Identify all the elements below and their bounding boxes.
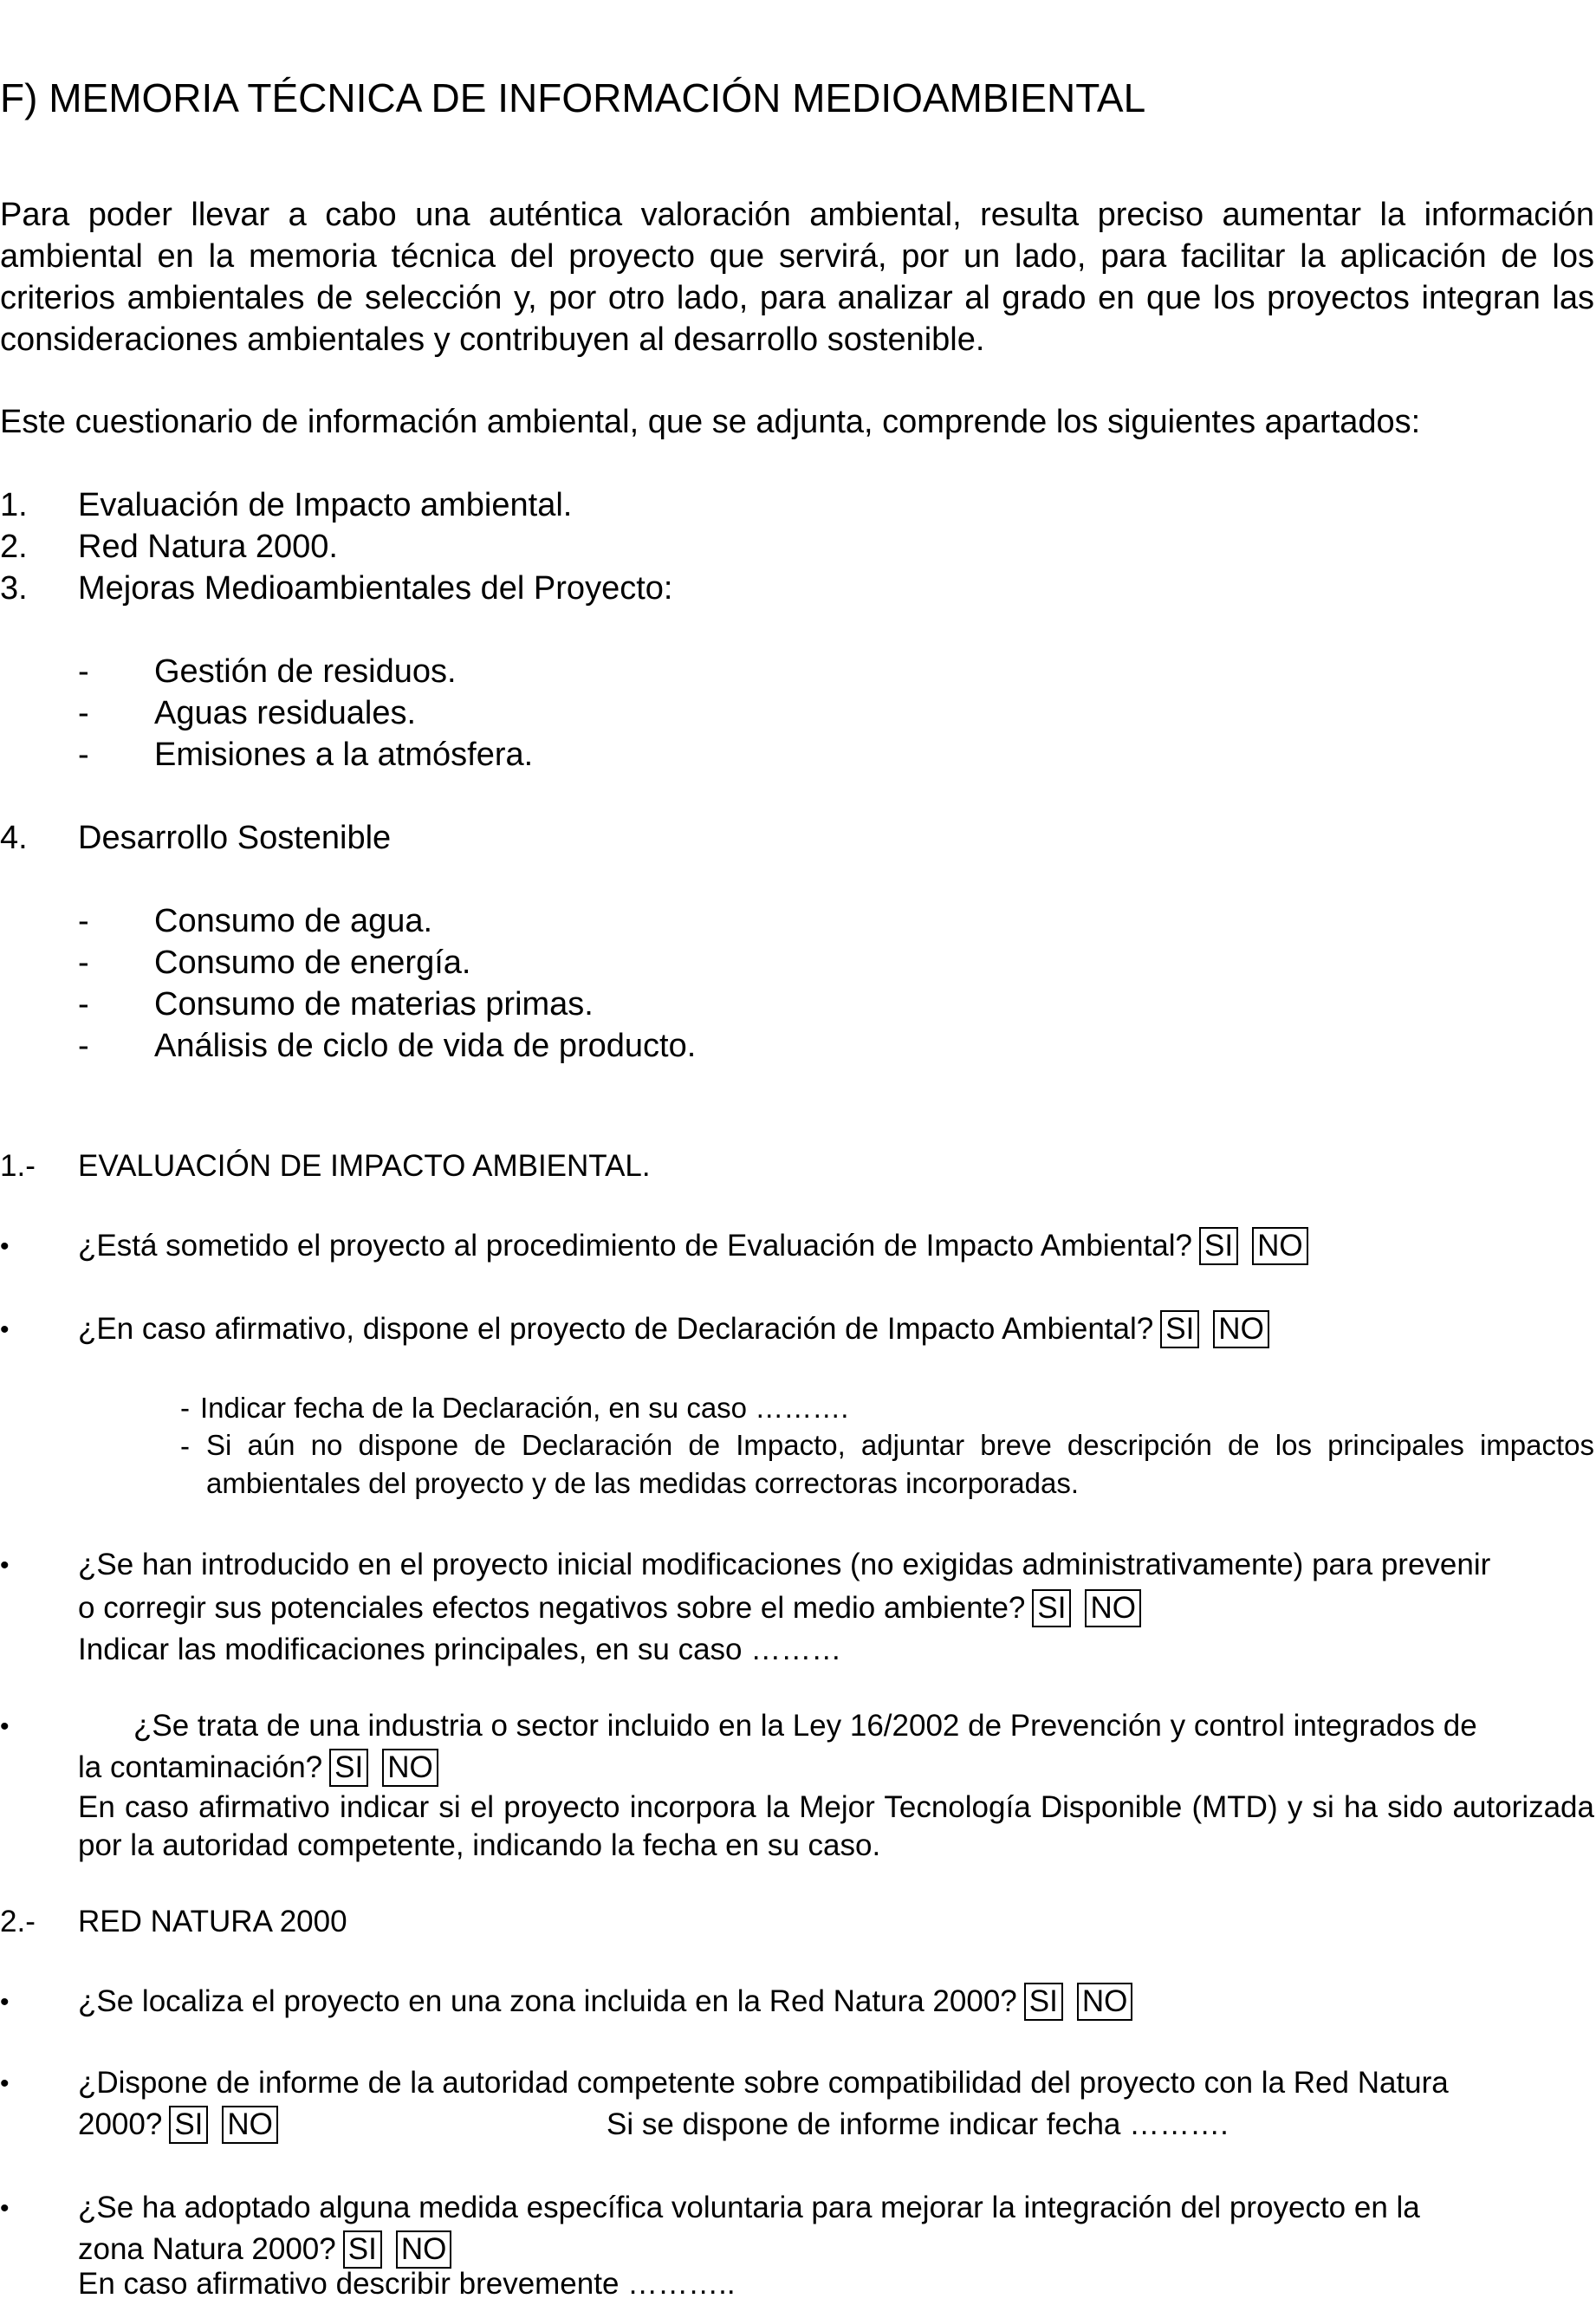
bullet-icon: •: [0, 1551, 10, 1580]
list-item: 4. Desarrollo Sostenible: [0, 820, 392, 856]
question-modifications: ¿Se han introducido en el proyecto inicial modificaciones (no exigidas administrativamente) para prevenir: [78, 1548, 1491, 1581]
bullet-icon: •: [0, 2069, 10, 2098]
bullet-icon: •: [0, 1988, 10, 2016]
no-checkbox[interactable]: NO: [222, 2106, 278, 2144]
no-checkbox[interactable]: NO: [1252, 1227, 1308, 1265]
si-checkbox[interactable]: SI: [1160, 1310, 1199, 1348]
bullet-icon: •: [0, 2194, 10, 2223]
si-checkbox[interactable]: SI: [1199, 1227, 1238, 1265]
list-item: 1. Evaluación de Impacto ambiental.: [0, 487, 573, 523]
question-ippc-cont: la contaminación? SI NO: [78, 1747, 445, 1789]
question-natura-measure: ¿Se ha adoptado alguna medida específica voluntaria para mejorar la integración del proyecto en la: [78, 2191, 1420, 2224]
bullet-icon: •: [0, 1712, 10, 1741]
si-checkbox[interactable]: SI: [169, 2106, 208, 2144]
dash-glyph: -: [180, 1430, 190, 1462]
bullet-icon: •: [0, 1232, 10, 1261]
section-heading-eia: 1.- EVALUACIÓN DE IMPACTO AMBIENTAL.: [0, 1149, 651, 1183]
si-checkbox[interactable]: SI: [1024, 1983, 1063, 2021]
page-title: F) MEMORIA TÉCNICA DE INFORMACIÓN MEDIOAMBIENTAL: [0, 75, 1146, 120]
no-checkbox[interactable]: NO: [396, 2230, 452, 2269]
list-item: 2. Red Natura 2000.: [0, 529, 338, 565]
document-page: F) MEMORIA TÉCNICA DE INFORMACIÓN MEDIOAMBIENTAL Para poder llevar a cabo una auténtica valoración ambiental, resulta preciso aumentar la información ambiental en la memoria técnica del proyecto que servirá, por un lado, para facilitar la aplicación de los criterios ambientales de selección y, por otro lado, para analizar al grado en que los proyectos integran las consideraciones ambientales y contribuyen al desarrollo sostenible. Este cuestionario de información ambiental, que se adjunta, comprende los siguientes apartados: 1. Evaluación de Impacto ambiental. 2. Red Natura 2000. 3. Mejoras Medioambientales del Proyecto: - Gestión de residuos. - Aguas residuales. - Emisiones a la atmósfera. 4. Desarrollo Sostenible - Consumo de agua. - Consumo de energía. - Consumo de materias primas. - Análisis de ciclo de vida de producto. 1.- EVALUACIÓN DE IMPACTO AMBIENTAL. • ¿Está sometido el proyecto al procedimiento de Evaluación de Impacto Ambiental? SI NO • ¿En caso afirmativo, dispone el proyecto de Declaración de Impacto Ambiental? SI NO - Indicar fecha de la Declaración, en su caso ………. - Si aún no dispone de Declaración de Impacto, adjuntar breve descripción de los principales impactos ambientales del proyecto y de las medidas correctoras incorporadas. • ¿Se han introducido en el proyecto inicial modificaciones (no exigidas administrativamente) para prevenir o corregir sus potenciales efectos negativos sobre el medio ambiente? SI NO Indicar las modificaciones principales, en su caso ……… • ¿Se trata de una industria o sector incluido en la Ley 16/2002 de Prevención y control integrados de la contaminación? SI NO En caso afirmativo indicar si el proyecto incorpora la Mejor Tecnología Disponible (MTD) y si ha sido autorizada por la autoridad competente, indicando la fecha en su caso. 2.- RED NATURA 2000 • ¿Se localiza el proyecto en una zona incluida en la Red Natura 2000? SI NO • ¿Dispone de informe de la autoridad competente sobre compatibilidad del proyecto con la Red Natura 2000? SI NO Si se dispone de informe indicar fecha ………. • ¿Se ha adoptado alguna medida específica voluntaria para mejorar la integración del proyecto en la zona Natura 2000? SI NO En caso afirmativo describir brevemente ………..: [0, 0, 1596, 2297]
natura-report-date: Si se dispone de informe indicar fecha ……….: [607, 2107, 1229, 2141]
natura-measure-detail: En caso afirmativo describir brevemente ………..: [78, 2267, 736, 2301]
intro-paragraph: Para poder llevar a cabo una auténtica valoración ambiental, resulta preciso aumentar la información ambiental en la memoria técnica del proyecto que servirá, por un lado, para facilitar la aplicación de los criterios ambientales de selección y, por otro lado, para analizar al grado en que los proyectos integran las consideraciones ambientales y contribuyen al desarrollo sostenible.: [0, 197, 1594, 358]
no-checkbox[interactable]: NO: [1213, 1310, 1269, 1348]
si-checkbox[interactable]: SI: [329, 1749, 368, 1787]
question-modifications-cont: o corregir sus potenciales efectos negativos sobre el medio ambiente? SI NO: [78, 1588, 1148, 1629]
no-checkbox[interactable]: NO: [1077, 1983, 1133, 2021]
no-checkbox[interactable]: NO: [1085, 1589, 1141, 1627]
si-checkbox[interactable]: SI: [1032, 1589, 1071, 1627]
question-eia-declaration: ¿En caso afirmativo, dispone el proyecto de Declaración de Impacto Ambiental? SI NO: [78, 1308, 1276, 1350]
list-item: - Indicar fecha de la Declaración, en su caso ……….: [180, 1392, 849, 1424]
modifications-detail: Indicar las modificaciones principales, en su caso ………: [78, 1633, 842, 1666]
question-natura-location: ¿Se localiza el proyecto en una zona incluida en la Red Natura 2000? SI NO: [78, 1981, 1139, 2023]
section-heading-natura: 2.- RED NATURA 2000: [0, 1905, 347, 1938]
question-ippc: ¿Se trata de una industria o sector incluido en la Ley 16/2002 de Prevención y control integrados de: [133, 1709, 1477, 1743]
question-natura-measure-cont: zona Natura 2000? SI NO: [78, 2229, 458, 2270]
list-item: Si aún no dispone de Declaración de Impacto, adjuntar breve descripción de los principales impactos ambientales del proyecto y de las medidas correctoras incorporadas.: [206, 1429, 1594, 1499]
question-eia-subject: ¿Está sometido el proyecto al procedimiento de Evaluación de Impacto Ambiental? SI NO: [78, 1225, 1315, 1267]
question-natura-report-cont: 2000? SI NO: [78, 2104, 285, 2146]
intro-list-lead: Este cuestionario de información ambiental, que se adjunta, comprende los siguientes apartados:: [0, 404, 1421, 440]
si-checkbox[interactable]: SI: [343, 2230, 382, 2269]
list-item: 3. Mejoras Medioambientales del Proyecto:: [0, 570, 673, 607]
ippc-detail: En caso afirmativo indicar si el proyecto incorpora la Mejor Tecnología Disponible (MTD) y si ha sido autorizada por la autoridad competente, indicando la fecha en su caso.: [78, 1790, 1594, 1862]
bullet-icon: •: [0, 1315, 10, 1344]
question-natura-report: ¿Dispone de informe de la autoridad competente sobre compatibilidad del proyecto con la Red Natura: [78, 2066, 1449, 2100]
no-checkbox[interactable]: NO: [382, 1749, 438, 1787]
